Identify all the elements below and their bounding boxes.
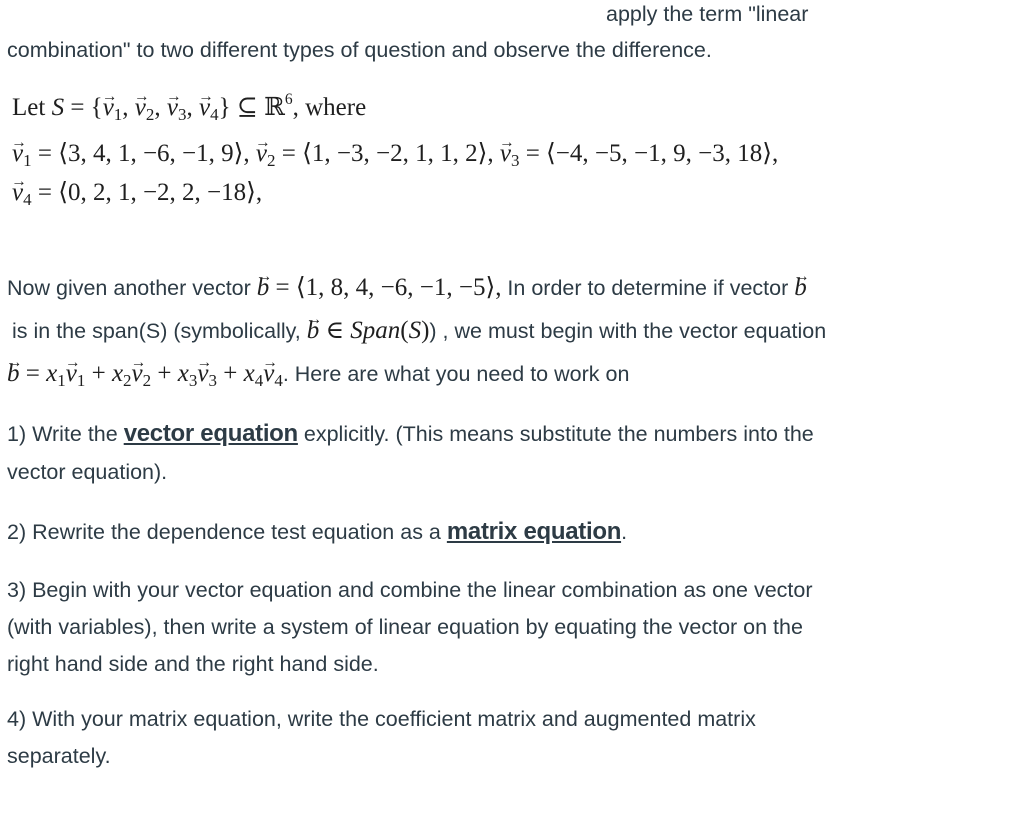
task-2-text-b: . bbox=[621, 520, 628, 544]
task-2-line bbox=[7, 518, 627, 546]
vectors-line-2: → $v_4$ = ⟨0, 2, 1, −2, 2, −18⟩, bbox=[12, 179, 262, 207]
task-1-line-1 bbox=[7, 420, 814, 448]
intro-line-2: combination" to two different types of question and observe the difference. bbox=[7, 38, 712, 62]
paragraph-line-1: Now given another vector → b = ⟨1, 8, 4, −6, −1, −5⟩, In order to determine if vector → b bbox=[7, 274, 807, 302]
task-1-line-2: vector equation). bbox=[7, 460, 168, 484]
set-definition-text: Let S = {→ $v_1$, → $v_2$, → $v_3$, → $v_4$} ⊆ ℝ$^6$, where bbox=[12, 94, 366, 121]
paragraph-line-2: is in the span(S) (symbolically, → b ∈ Span(S)) , we must begin with the vector equation bbox=[12, 317, 826, 345]
task-3-line-2: (with variables), then write a system of linear equation by equating the vector on the bbox=[7, 615, 803, 639]
task-2-text-a: 2) Rewrite the dependence test equation as a bbox=[7, 520, 447, 544]
b-vector: ⟨1, 8, 4, −6, −1, −5⟩ bbox=[295, 274, 496, 301]
task-1-text-b: explicitly. (This means substitute the numbers into the bbox=[297, 422, 814, 446]
task-4-line-1: 4) With your matrix equation, write the coefficient matrix and augmented matrix bbox=[7, 707, 756, 731]
matrix-equation-link[interactable]: matrix equation bbox=[446, 518, 622, 545]
task-4-line-2: separately. bbox=[7, 744, 111, 768]
intro-line-1: apply the term "linear bbox=[606, 2, 809, 26]
p2-end: ) , we must begin with the vector equation bbox=[429, 319, 827, 343]
paragraph-line-3 bbox=[7, 360, 629, 388]
set-definition bbox=[12, 91, 367, 124]
vector-equation-math: → $b = x_1\to v_1 + x_2\to v_2 + x_3\to v_3 + x_4\to v_4$ bbox=[7, 360, 283, 387]
vectors-line-1: → $v_1$ = ⟨3, 4, 1, −6, −1, 9⟩, → $v_2$ = ⟨1, −3, −2, 1, 1, 2⟩, → $v_3$ = ⟨−4, −5, −1, 9, −3, 18⟩, bbox=[12, 140, 778, 168]
task-3-line-1: 3) Begin with your vector equation and combine the linear combination as one vector bbox=[7, 578, 813, 602]
p1-end: In order to determine if vector bbox=[501, 276, 795, 300]
task-3-line-3: right hand side and the right hand side. bbox=[7, 652, 379, 676]
p1-start: Now given another vector bbox=[7, 276, 257, 300]
vector-equation-link[interactable]: vector equation bbox=[123, 420, 298, 447]
task-1-text-a: 1) Write the bbox=[7, 422, 124, 446]
p2-start: is in the span(S) (symbolically, bbox=[12, 319, 307, 343]
p3-end: . Here are what you need to work on bbox=[282, 362, 630, 386]
